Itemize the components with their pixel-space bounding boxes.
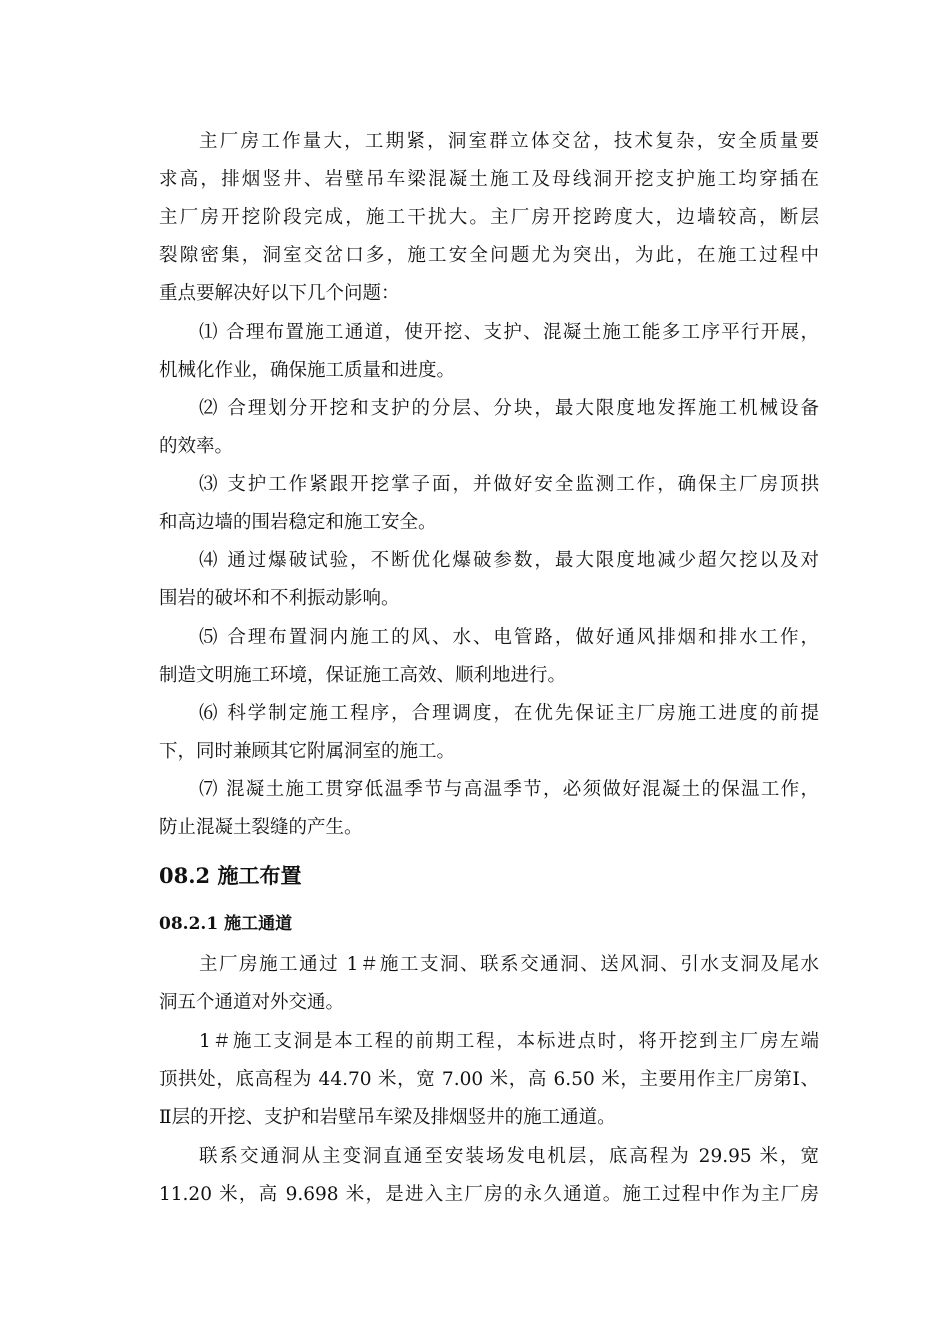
paragraph-line: 洞五个通道对外交通。 — [159, 992, 345, 1013]
section-heading: 08.2 施工布置 — [159, 863, 302, 888]
subsection-heading: 08.2.1 施工通道 — [159, 914, 293, 934]
paragraph-line: 11.20 米，高 9.698 米，是进入主厂房的永久通道。施工过程中作为主厂房 — [159, 1184, 819, 1205]
list-item-1: ⑴ 合理布置施工通道，使开挖、支护、混凝土施工能多工序平行开展， — [199, 322, 819, 343]
paragraph-line: 联系交通洞从主变洞直通至安装场发电机层，底高程为 29.95 米，宽 — [199, 1146, 819, 1167]
list-item-7-cont: 防止混凝土裂缝的产生。 — [159, 817, 363, 838]
paragraph-line: 顶拱处，底高程为 44.70 米，宽 7.00 米，高 6.50 米，主要用作主厂房第Ⅰ、 — [159, 1069, 819, 1090]
list-item-2-cont: 的效率。 — [159, 436, 234, 457]
intro-line: 主厂房开挖阶段完成，施工干扰大。主厂房开挖跨度大，边墙较高，断层 — [159, 207, 819, 228]
list-item-6: ⑹ 科学制定施工程序，合理调度，在优先保证主厂房施工进度的前提 — [199, 703, 819, 724]
list-item-3: ⑶ 支护工作紧跟开挖掌子面，并做好安全监测工作，确保主厂房顶拱 — [199, 474, 819, 495]
list-item-3-cont: 和高边墙的围岩稳定和施工安全。 — [159, 512, 437, 533]
list-item-4-cont: 围岩的破坏和不利振动影响。 — [159, 588, 400, 609]
intro-line: 主厂房工作量大，工期紧，洞室群立体交岔，技术复杂，安全质量要 — [199, 131, 819, 152]
list-item-2: ⑵ 合理划分开挖和支护的分层、分块，最大限度地发挥施工机械设备 — [199, 398, 819, 419]
paragraph-line: 主厂房施工通过 1＃施工支洞、联系交通洞、送风洞、引水支洞及尾水 — [199, 954, 819, 975]
intro-line: 重点要解决好以下几个问题： — [159, 283, 400, 304]
intro-line: 裂隙密集，洞室交岔口多，施工安全问题尤为突出，为此，在施工过程中 — [159, 245, 819, 266]
list-item-4: ⑷ 通过爆破试验，不断优化爆破参数，最大限度地减少超欠挖以及对 — [199, 550, 819, 571]
list-item-5-cont: 制造文明施工环境，保证施工高效、顺利地进行。 — [159, 665, 567, 686]
paragraph-line: 1＃施工支洞是本工程的前期工程，本标进点时，将开挖到主厂房左端 — [199, 1031, 819, 1052]
list-item-7: ⑺ 混凝土施工贯穿低温季节与高温季节，必须做好混凝土的保温工作， — [199, 779, 819, 800]
intro-line: 求高，排烟竖井、岩壁吊车梁混凝土施工及母线洞开挖支护施工均穿插在 — [159, 169, 819, 190]
list-item-1-cont: 机械化作业，确保施工质量和进度。 — [159, 360, 456, 381]
paragraph-line: Ⅱ层的开挖、支护和岩壁吊车梁及排烟竖井的施工通道。 — [159, 1107, 616, 1128]
list-item-5: ⑸ 合理布置洞内施工的风、水、电管路，做好通风排烟和排水工作， — [199, 627, 819, 648]
list-item-6-cont: 下，同时兼顾其它附属洞室的施工。 — [159, 741, 456, 762]
